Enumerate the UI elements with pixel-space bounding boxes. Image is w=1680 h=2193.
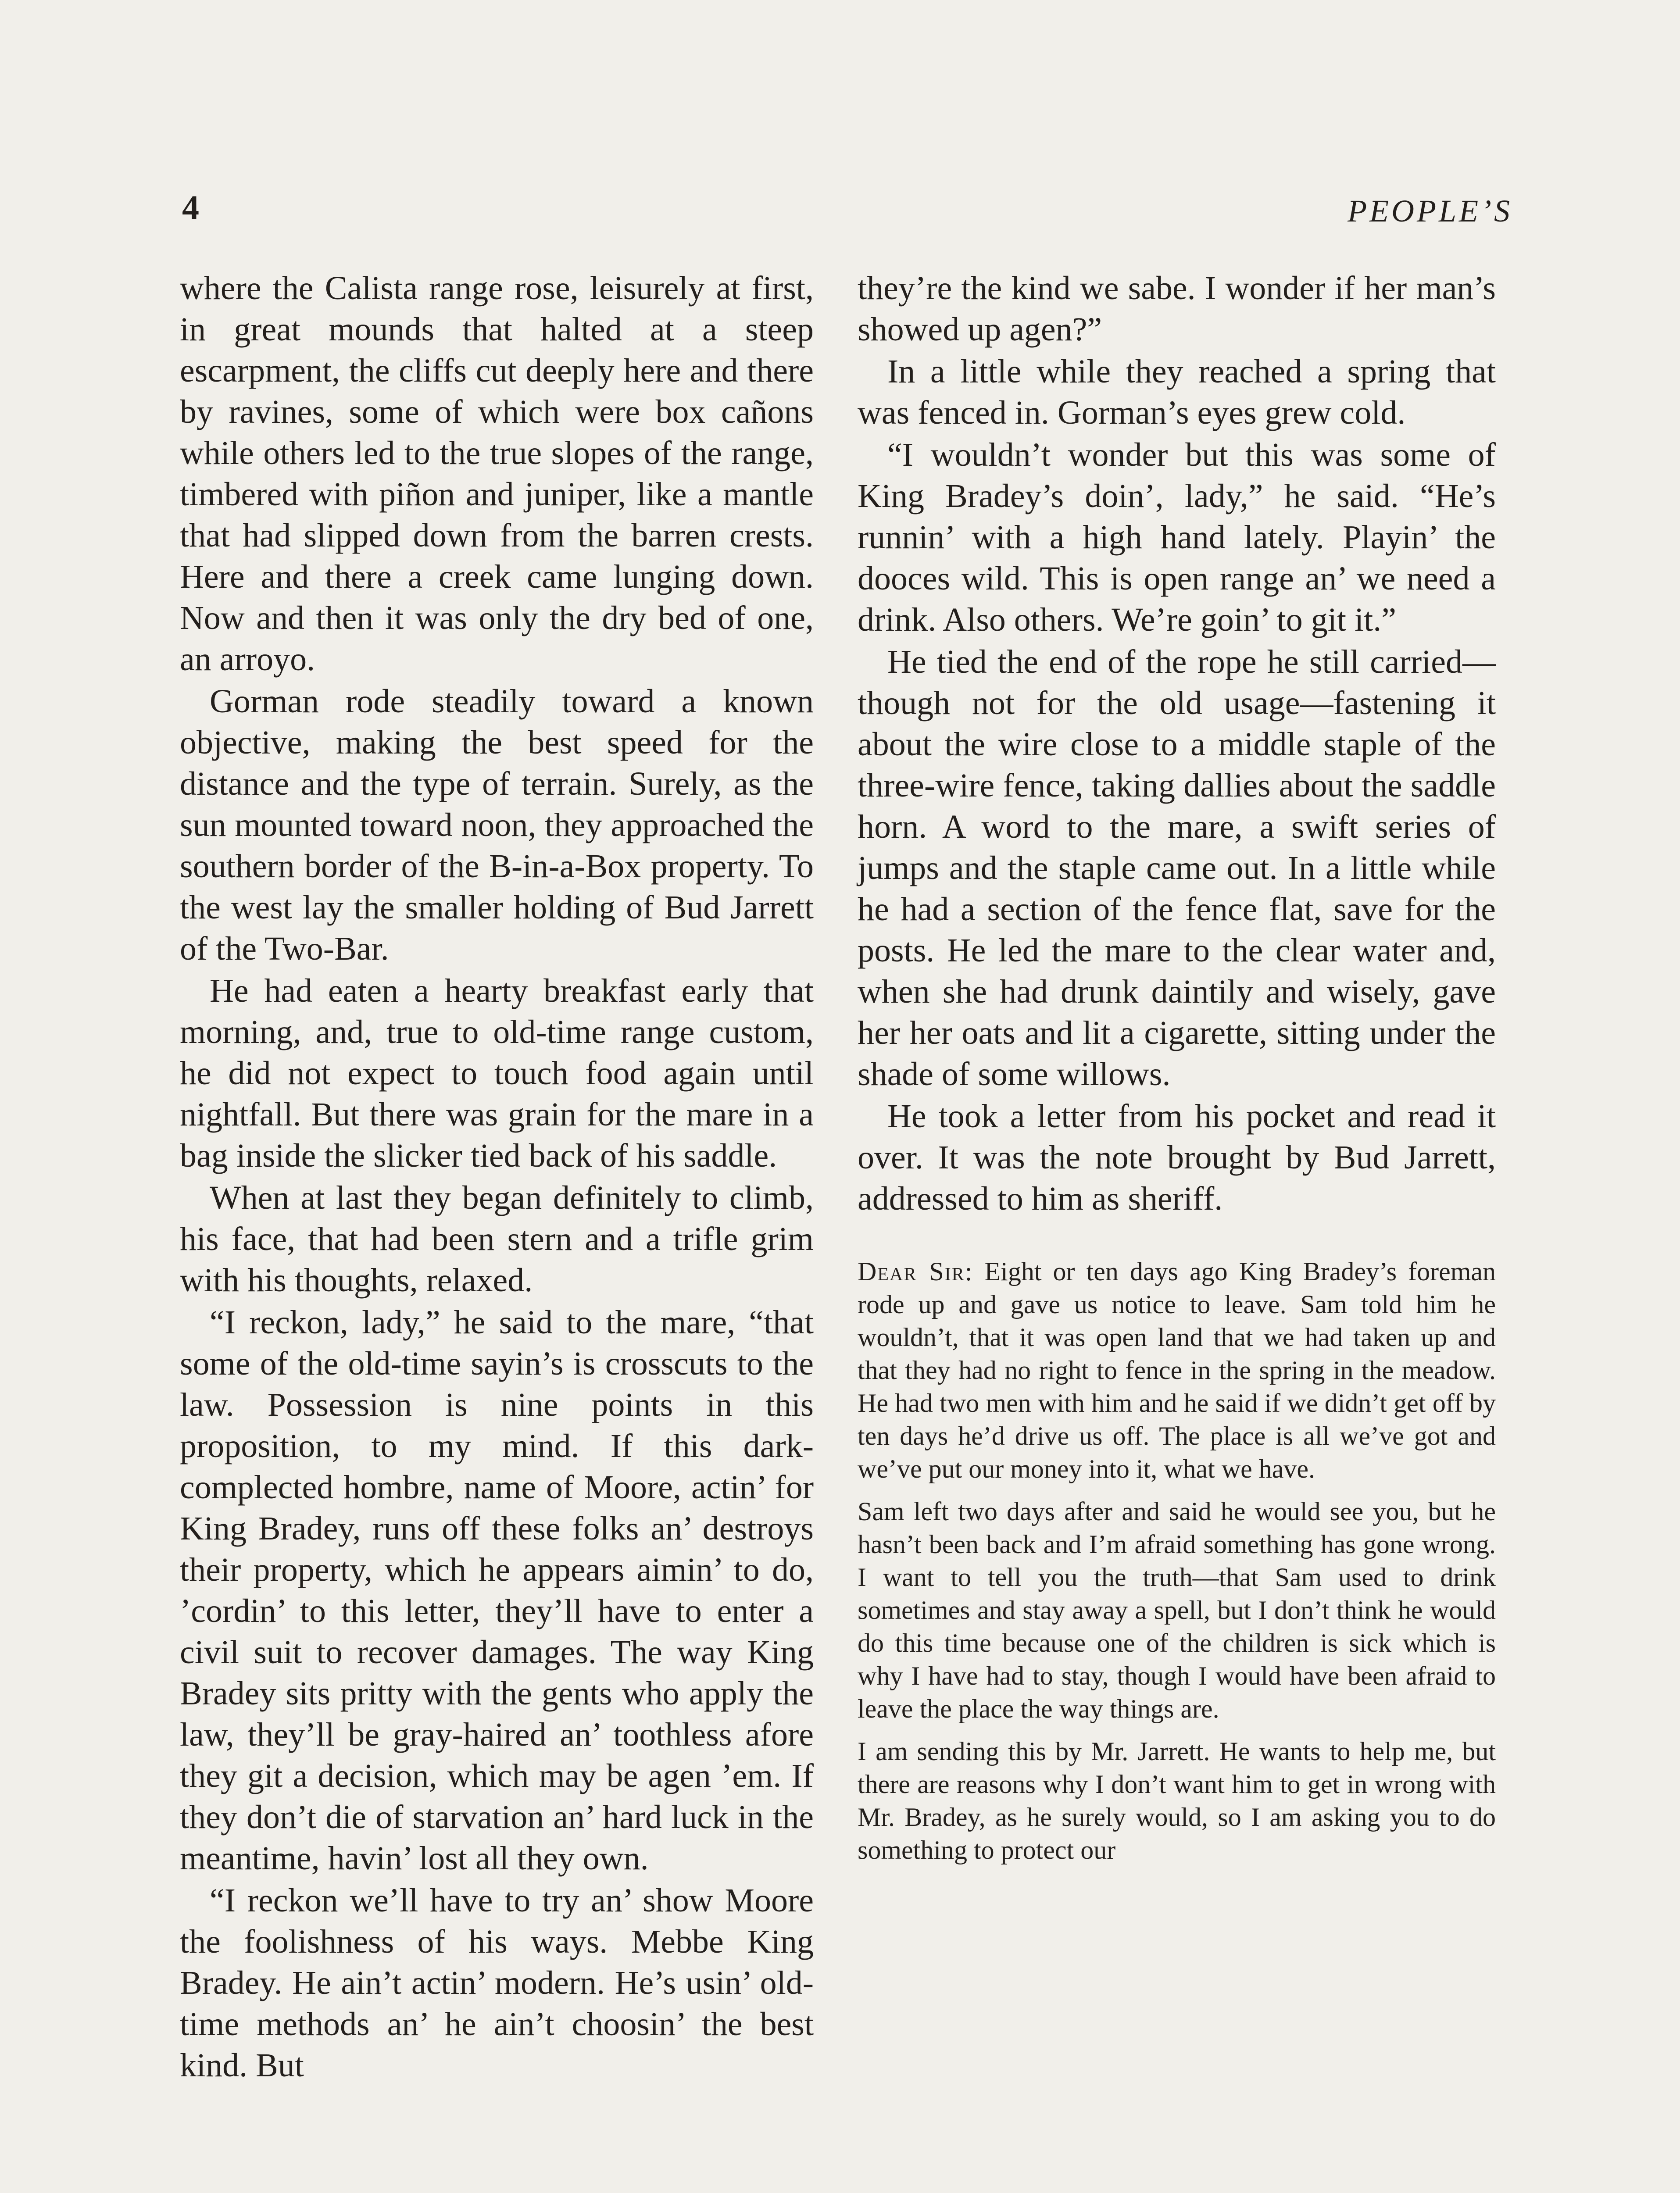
letter-paragraph-1 (858, 1255, 1496, 1486)
left-paragraph-5: “I reckon, lady,” he said to the mare, “that some of the old-time sayin’s is crosscuts to the law. Possession is nine points in this proposition, to my mind. If this dark-complected hombre, name of Moore, actin’ for King Bradey, runs off these folks an’ destroys their property, which he appears aimin’ to do, ’cordin’ to this letter, they’ll have to enter a civil suit to recover damages. The way King Bradey sits pritty with the gents who apply the law, they’ll be gray-haired an’ toothless afore they git a decision, which may be agen ’em. If they don’t die of starvation an’ hard luck in the meantime, havin’ lost all they own. (180, 1304, 814, 1877)
right-paragraph-3: “I wouldn’t wonder but this was some of King Bradey’s doin’, lady,” he said. “He’s runnin’ with a high hand lately. Playin’ the dooces wild. This is open range an’ we need a drink. Also others. We’re goin’ to git it.” (858, 436, 1496, 638)
letter-salutation: Dear Sir: (858, 1257, 973, 1286)
quoted-letter (858, 1255, 1496, 1867)
right-column (858, 268, 1496, 1876)
letter-paragraph-3: I am sending this by Mr. Jarrett. He wants to help me, but there are reasons why I don’t want him to get in wrong with Mr. Bradey, as he surely would, so I am asking you to do something to protect our (858, 1737, 1496, 1864)
letter-paragraph-1-text: Eight or ten days ago King Bradey’s foreman rode up and gave us notice to leave. Sam told him he wouldn’t, that it was open land that we had taken up and that they had no right to fence in the spring in the meadow. He had two men with him and he said if we didn’t get off by ten days he’d drive us off. The place is all we’ve got and we’ve put our money into it, what we have. (858, 1257, 1496, 1483)
left-paragraph-2: Gorman rode steadily toward a known objective, making the best speed for the distance and the type of terrain. Surely, as the sun mounted toward noon, they approached the southern border of the B-in-a-Box property. To the west lay the smaller holding of Bud Jarrett of the Two-Bar. (180, 683, 814, 967)
left-paragraph-1: where the Calista range rose, leisurely at first, in great mounds that halted at a steep escarpment, the cliffs cut deeply here and there by ravines, some of which were box cañons while others led to the true slopes of the range, timbered with piñon and juniper, like a mantle that had slipped down from the barren crests. Here and there a creek came lunging down. Now and then it was only the dry bed of one, an arroyo. (180, 270, 814, 678)
right-paragraph-1: they’re the kind we sabe. I wonder if her man’s showed up agen?” (858, 270, 1496, 348)
page-number: 4 (182, 188, 200, 226)
running-head: PEOPLE’S (1348, 193, 1512, 229)
letter-paragraph-2: Sam left two days after and said he would see you, but he hasn’t been back and I’m afraid something has gone wrong. I want to tell you the truth—that Sam used to drink sometimes and stay away a spell, but I don’t think he would do this time because one of the children is sick which is why I have had to stay, though I would have been afraid to leave the place the way things are. (858, 1497, 1496, 1723)
right-paragraph-5: He took a letter from his pocket and read it over. It was the note brought by Bud Jarrett, addressed to him as sheriff. (858, 1098, 1496, 1217)
left-column (180, 268, 814, 2087)
right-paragraph-4: He tied the end of the rope he still carried—though not for the old usage—fastening it about the wire close to a middle staple of the three-wire fence, taking dallies about the saddle horn. A word to the mare, a swift series of jumps and the staple came out. In a little while he had a section of the fence flat, save for the posts. He led the mare to the clear water and, when she had drunk daintily and wisely, gave her her oats and lit a cigarette, sitting under the shade of some willows. (858, 643, 1496, 1093)
left-paragraph-6: “I reckon we’ll have to try an’ show Moore the foolishness of his ways. Mebbe King Bradey. He ain’t actin’ modern. He’s usin’ old-time methods an’ he ain’t choosin’ the best kind. But (180, 1882, 814, 2084)
left-paragraph-4: When at last they began definitely to climb, his face, that had been stern and a trifle grim with his thoughts, relaxed. (180, 1179, 814, 1299)
left-paragraph-3: He had eaten a hearty breakfast early that morning, and, true to old-time range custom, he did not expect to touch food again until nightfall. But there was grain for the mare in a bag inside the slicker tied back of his saddle. (180, 972, 814, 1174)
right-paragraph-2: In a little while they reached a spring that was fenced in. Gorman’s eyes grew cold. (858, 353, 1496, 431)
